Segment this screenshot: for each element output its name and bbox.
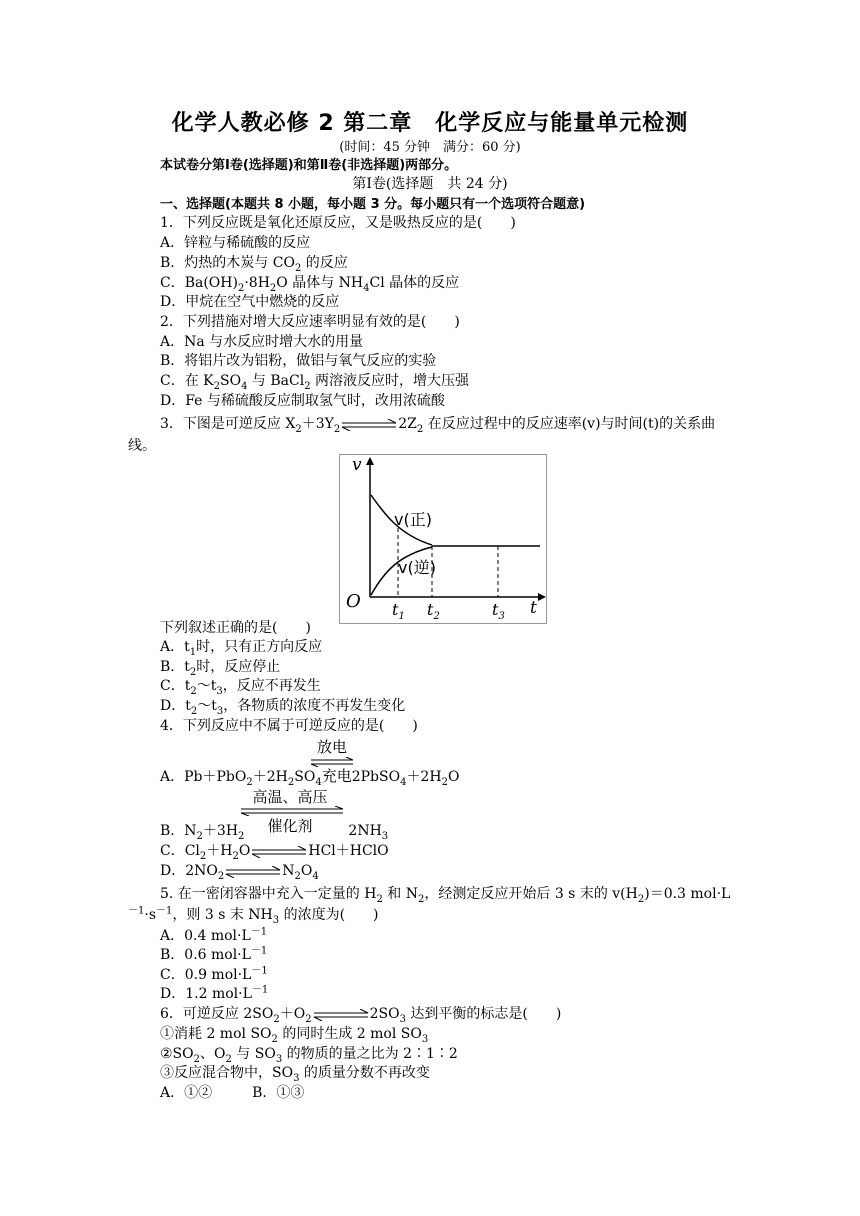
- question-2-option-c: C．在 $K_2SO_4$ 与 BaCl$_2$ 两溶液反应时，增大压强: [160, 373, 470, 392]
- question-1-option-c: C．$Ba(OH)_2\cdot 8H_2O$ 晶体与 $NH_4Cl$ 晶体的反应: [160, 275, 460, 294]
- question-3-option-c: C．$t_2\sim t_3$，反应不再发生: [160, 678, 321, 697]
- question-6-option-b: B．①③: [252, 1085, 305, 1101]
- x-axis-arrow-icon: [538, 593, 546, 601]
- question-1-option-a: A．锌粒与稀硫酸的反应: [160, 235, 311, 251]
- question-2-option-d: D．Fe 与稀硫酸反应制取氢气时，改用浓硫酸: [160, 393, 445, 409]
- question-5-option-c: C．0.9 $mol\cdot L^{-1}$: [160, 965, 268, 983]
- question-3-ask: 下列叙述正确的是( ): [160, 620, 311, 636]
- forward-rate-label: v(正): [394, 510, 432, 529]
- question-3-option-a: A．$t_1$时，只有正方向反应: [160, 639, 323, 658]
- question-5-option-a: A．0.4 $mol\cdot L^{-1}$: [160, 926, 268, 944]
- charge-condition: 充电: [321, 767, 352, 785]
- question-5-option-b: B．0.6 $mol\cdot L^{-1}$: [160, 945, 268, 963]
- page-title: 化学人教必修 2 第二章 化学反应与能量单元检测: [171, 111, 689, 136]
- page-subtitle: (时间：45 分钟 满分：60 分): [339, 140, 521, 155]
- question-2-option-b: B．将铝片改为铝粉，做铝与氧气反应的实验: [160, 353, 437, 369]
- t2-tick-label: $t_2$: [427, 600, 440, 623]
- question-6-option-a: A．①②: [160, 1085, 213, 1101]
- battery-reversible-arrow-icon: [310, 757, 354, 767]
- question-4-option-b: B．$N_2+3H_2$ $2NH_3$: [160, 823, 389, 842]
- rate-time-graph: [339, 454, 547, 624]
- reverse-rate-label: v(逆): [398, 558, 436, 577]
- question-4-option-c: C．$Cl_2+H_2O$ HCl＋HClO: [160, 843, 389, 862]
- question-3-option-b: B．$t_2$时，反应停止: [160, 659, 281, 678]
- question-3-stem: 3．下图是可逆反应 $X_2+3Y_2$ $2Z_2$ 在反应过程中的反应速率(v)与时间(t)的关系曲: [160, 416, 716, 435]
- part-heading: 第Ⅰ卷(选择题 共 24 分): [352, 176, 508, 192]
- question-4-option-d: D．$2NO_2$ $N_2O_4$: [160, 863, 319, 882]
- question-1-stem: 1．下列反应既是氧化还原反应，又是吸热反应的是( ): [160, 215, 516, 231]
- t3-tick-label: $t_3$: [492, 600, 505, 623]
- question-4-option-a: A．$Pb+PbO_2+2H_2SO_4$充电$2PbSO_4+2H_2O$: [160, 767, 460, 788]
- question-2-option-a: A．Na 与水反应时增大水的用量: [160, 334, 364, 350]
- question-1-option-b: B．灼热的木炭与 $CO_2$ 的反应: [160, 255, 348, 274]
- question-3-option-d: D．$t_2\sim t_3$，各物质的浓度不再发生变化: [160, 698, 406, 717]
- question-6-options: [160, 1084, 304, 1103]
- section-heading: [160, 195, 585, 214]
- haber-condition-bottom: 催化剂: [267, 817, 313, 835]
- rate-time-curve-plot: [340, 455, 546, 623]
- question-6-stem: 6．可逆反应 $2SO_2+O_2$ $2SO_3$ 达到平衡的标志是( ): [160, 1006, 562, 1025]
- question-6-statement-3: ③反应混合物中，$SO_3$ 的质量分数不再改变: [160, 1065, 430, 1084]
- reversible-arrow-icon: [340, 418, 398, 430]
- exam-intro: 本试卷分第Ⅰ卷(选择题)和第Ⅱ卷(非选择题)两部分。: [160, 158, 458, 173]
- y-axis-arrow-icon: [366, 457, 374, 465]
- question-5-stem-continued: $^{-1}\cdot s^{-1}$，则 3 s 末 $NH_3$ 的浓度为( ): [128, 905, 379, 926]
- question-5-option-d: D．1.2 $mol\cdot L^{-1}$: [160, 984, 269, 1002]
- x-axis-label: t: [530, 598, 537, 618]
- question-4-stem: 4．下列反应中不属于可逆反应的是( ): [160, 718, 418, 734]
- haber-condition-top: 高温、高压: [252, 788, 328, 806]
- question-3-stem-continued: 线。: [128, 438, 156, 454]
- y-axis-label: v: [352, 455, 362, 475]
- so2-reversible-arrow-icon: [312, 1008, 370, 1020]
- discharge-condition: 放电: [316, 738, 347, 756]
- no2-reversible-arrow-icon: [224, 865, 282, 877]
- question-6-statement-2: $②SO_2$、$O_2$ 与 $SO_3$ 的物质的量之比为 2∶1∶2: [160, 1046, 458, 1065]
- question-6-statement-1: ①消耗 2 mol $SO_2$ 的同时生成 2 mol $SO_3$: [160, 1026, 429, 1045]
- question-2-stem: 2．下列措施对增大反应速率明显有效的是( ): [160, 314, 460, 330]
- section-label: 一、选择题(本题共 8 小题，每小题 3 分。每小题只有一个选项符合题意): [160, 197, 586, 212]
- question-1-option-d: D．甲烷在空气中燃烧的反应: [160, 294, 340, 310]
- question-5-stem: 5. 在一密闭容器中充入一定量的 $H_2$ 和 $N_2$，经测定反应开始后 3 s 末的 $v(H_2)=0.3$ mol·L: [160, 886, 731, 905]
- chlorine-reversible-arrow-icon: [250, 845, 308, 857]
- origin-label: O: [346, 591, 361, 612]
- t1-tick-label: $t_1$: [392, 600, 405, 623]
